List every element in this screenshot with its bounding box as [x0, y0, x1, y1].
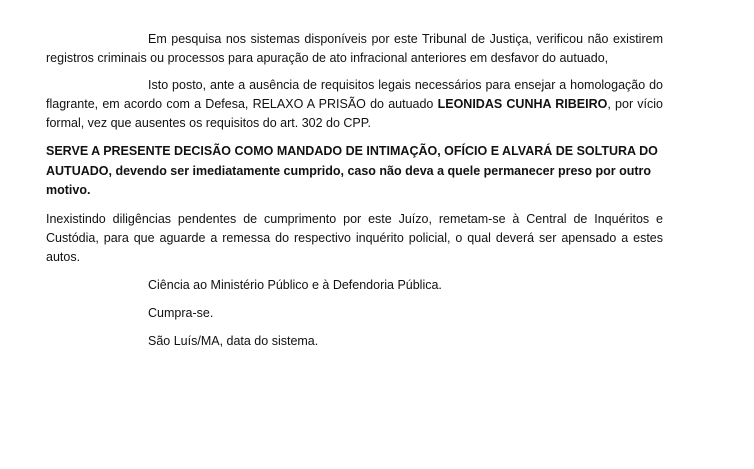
paragraph-comply: Cumpra-se.: [148, 305, 214, 320]
document-body: [46, 30, 663, 351]
paragraph-place-date: São Luís/MA, data do sistema.: [148, 333, 319, 348]
paragraph-notice: Ciência ao Ministério Público e à Defendoria Pública.: [148, 277, 442, 292]
paragraph-relaxation-text: Isto posto, ante a ausência de requisitos legais necessários para ensejar a homologação do flagrante, em acordo com a Defesa, RELAXO A PRISÃO do autuado: [46, 78, 663, 111]
defendant-name: LEONIDAS CUNHA RIBEIRO: [437, 97, 608, 111]
paragraph-search-result: Em pesquisa nos sistemas disponíveis por este Tribunal de Justiça, verificou não existirem registros criminais ou processos para apuração de ato infracional anteriores em desfavor do autuado,: [46, 32, 663, 65]
paragraph-referral: Inexistindo diligências pendentes de cumprimento por este Juízo, remetam-se à Central de Inquéritos e Custódia, para que aguarde a remessa do respectivo inquérito policial, o qual deverá ser apensado a estes autos.: [46, 211, 663, 264]
paragraph-order-bold: SERVE A PRESENTE DECISÃO COMO MANDADO DE INTIMAÇÃO, OFÍCIO E ALVARÁ DE SOLTURA DO AUTUADO, devendo ser imediatamente cumprido, caso não deva a quele permanecer preso por outro motivo.: [46, 144, 658, 197]
paragraph-relaxation-tail: , por vício formal, vez que ausentes os requisitos do art. 302 do CPP.: [46, 97, 664, 130]
paragraph-relaxation: [46, 76, 663, 133]
